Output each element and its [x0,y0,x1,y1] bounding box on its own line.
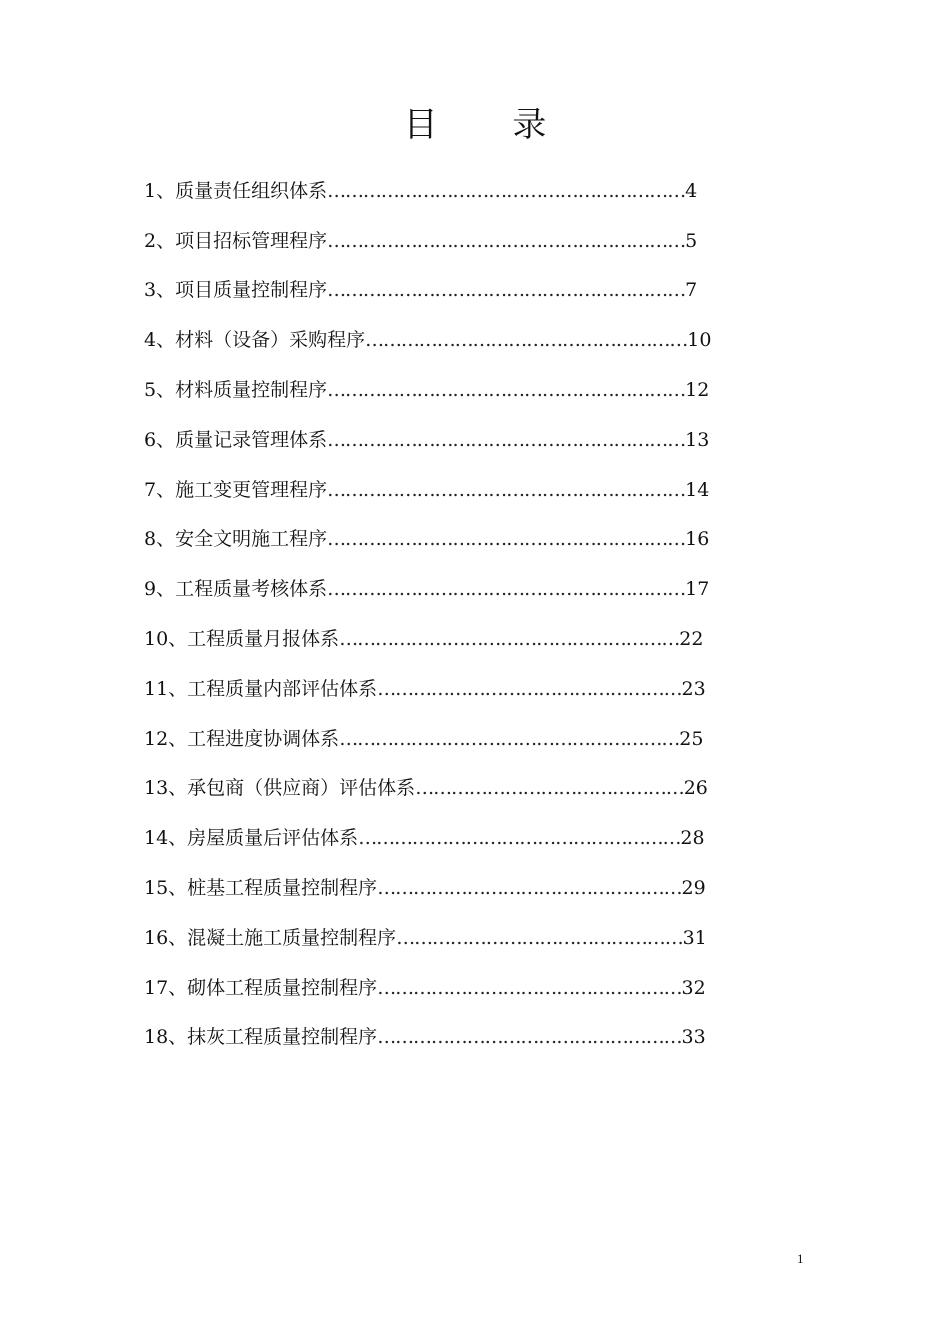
toc-leader-dots: …………………………………………………… [327,229,686,252]
toc-leader-dots: ……………………………………………… [365,329,688,352]
toc-leader-dots: ……………………………………………… [358,827,681,850]
toc-entry[interactable] [144,166,784,216]
toc-leader-dots: …………………………………………… [377,677,682,700]
title-char-2: 录 [512,105,547,145]
toc-entry[interactable] [144,515,784,565]
toc-entry-label: 5、材料质量控制程序 [144,379,328,402]
toc-entry[interactable] [144,813,784,863]
toc-entry[interactable] [144,564,784,614]
toc-entry-page: 26 [683,777,708,800]
toc-entry-page: 5 [685,229,698,252]
page-title [0,100,950,150]
toc-leader-dots: …………………………………………………… [327,428,686,451]
toc-entry-label: 2、项目招标管理程序 [144,229,328,252]
toc-entry-page: 23 [681,677,706,700]
page-number: 1 [797,1251,804,1266]
toc-leader-dots: ………………………………………………… [339,727,680,750]
toc-entry-page: 28 [680,827,705,850]
toc-leader-dots: …………………………………………………… [327,528,686,551]
toc-entry[interactable] [144,714,784,764]
toc-leader-dots: …………………………………………………… [327,179,686,202]
toc-entry-label: 11、工程质量内部评估体系 [144,677,378,700]
toc-entry-label: 1、质量责任组织体系 [144,179,328,202]
toc-entry-page: 22 [679,628,704,651]
toc-entry-label: 9、工程质量考核体系 [144,578,328,601]
toc-entry-label: 6、质量记录管理体系 [144,428,328,451]
toc-entry-page: 16 [685,528,710,551]
toc-entry-label: 4、材料（设备）采购程序 [144,329,366,352]
toc-entry-label: 12、工程进度协调体系 [144,727,340,750]
toc-entry-label: 16、混凝土施工质量控制程序 [144,926,397,949]
toc-entry[interactable] [144,415,784,465]
toc-entry-page: 25 [679,727,704,750]
toc-entry-label: 15、桩基工程质量控制程序 [144,877,378,900]
toc-entry-page: 33 [681,1026,706,1049]
toc-entry-page: 4 [685,179,698,202]
toc-entry-page: 10 [687,329,712,352]
toc-leader-dots: …………………………………………………… [327,578,686,601]
toc-entry-label: 8、安全文明施工程序 [144,528,328,551]
toc-leader-dots: …………………………………………………… [327,478,686,501]
toc-entry[interactable] [144,266,784,316]
toc-entry-page: 12 [685,379,710,402]
table-of-contents [144,166,784,1062]
toc-leader-dots: …………………………………………… [377,877,682,900]
title-char-1: 目 [403,105,438,145]
toc-entry-label: 14、房屋质量后评估体系 [144,827,359,850]
toc-entry[interactable] [144,465,784,515]
toc-entry-page: 14 [685,478,710,501]
toc-entry-label: 7、施工变更管理程序 [144,478,328,501]
toc-entry-page: 17 [685,578,710,601]
toc-leader-dots: …………………………………………………… [327,279,686,302]
toc-entry-label: 10、工程质量月报体系 [144,628,340,651]
toc-entry-page: 31 [682,926,707,949]
toc-leader-dots: ……………………………………… [415,777,684,800]
toc-entry[interactable] [144,913,784,963]
toc-entry-page: 29 [681,877,706,900]
toc-entry[interactable] [144,365,784,415]
toc-entry-label: 18、抹灰工程质量控制程序 [144,1026,378,1049]
toc-entry[interactable] [144,315,784,365]
toc-entry[interactable] [144,614,784,664]
toc-leader-dots: …………………………………………… [377,1026,682,1049]
toc-entry[interactable] [144,963,784,1013]
toc-leader-dots: ………………………………………………… [339,628,680,651]
toc-entry[interactable] [144,664,784,714]
toc-entry-label: 3、项目质量控制程序 [144,279,328,302]
toc-entry[interactable] [144,216,784,266]
toc-entry[interactable] [144,863,784,913]
toc-leader-dots: ………………………………………… [396,926,683,949]
toc-leader-dots: …………………………………………… [377,976,682,999]
toc-entry-label: 13、承包商（供应商）评估体系 [144,777,416,800]
toc-entry[interactable] [144,764,784,814]
toc-entry-label: 17、砌体工程质量控制程序 [144,976,378,999]
toc-entry[interactable] [144,1013,784,1063]
toc-entry-page: 13 [685,428,710,451]
toc-entry-page: 7 [685,279,698,302]
toc-leader-dots: …………………………………………………… [327,379,686,402]
toc-entry-page: 32 [681,976,706,999]
